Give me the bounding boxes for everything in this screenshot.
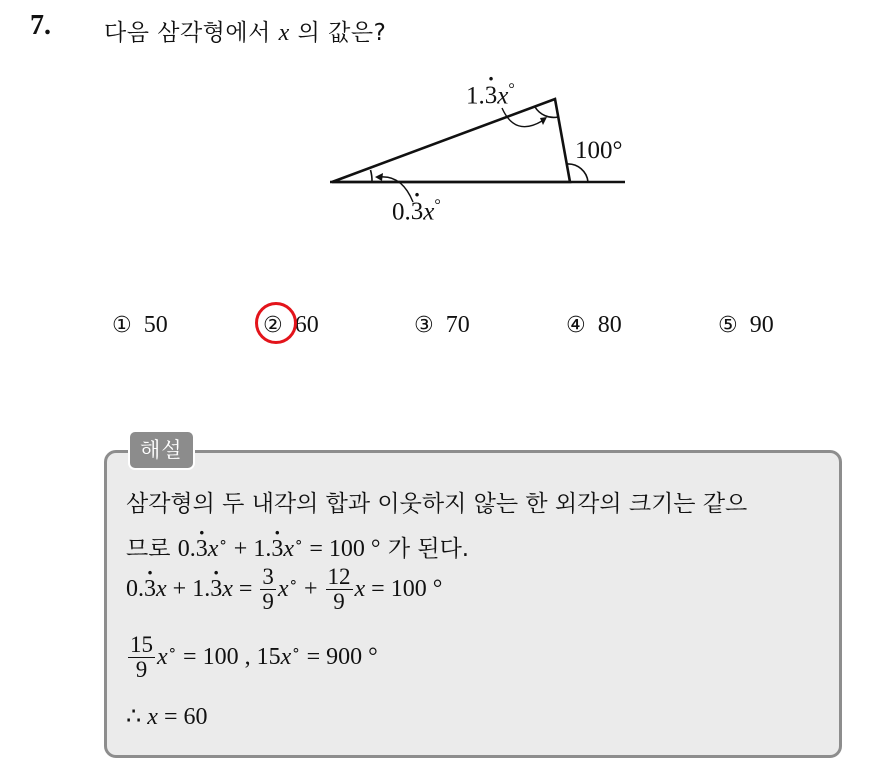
- answer-choices: [112, 312, 812, 352]
- choice-1[interactable]: ① 50: [112, 312, 168, 338]
- top-angle-arc: [535, 107, 558, 117]
- selected-circle-mark: [255, 302, 297, 344]
- fraction-3-9: $\frac{3}{9}$: [262, 564, 274, 615]
- left-angle-arc: [371, 170, 373, 182]
- solution-line-2: 므로 0.· 3x∘ + 1.· 3x∘ = 100 ° 가 된다.: [126, 530, 469, 563]
- question-number: 7.: [30, 10, 51, 41]
- left-arrow-head: [375, 173, 383, 181]
- solution-line-4: $\frac{15}{9}$ x∘ = 100 , 15x∘ = 900 °: [130, 632, 378, 683]
- triangle-shape: [332, 99, 570, 182]
- solution-line-5: ∴ x = 60: [126, 704, 208, 730]
- question-text: 다음 삼각형에서 x 의 값은?: [104, 20, 387, 46]
- fraction-15-9: $\frac{15}{9}$: [130, 632, 153, 683]
- solution-line-1: 삼각형의 두 내각의 합과 이웃하지 않는 한 외각의 크기는 같으: [126, 491, 748, 517]
- triangle-figure: [320, 75, 640, 235]
- solution-tag: 해설: [128, 430, 195, 470]
- choice-5[interactable]: ⑤ 90: [718, 312, 774, 338]
- fraction-12-9: $\frac{12}{9}$: [327, 564, 351, 615]
- choice-2[interactable]: ② 60: [263, 312, 319, 339]
- choice-4[interactable]: ④ 80: [566, 312, 622, 338]
- choice-3[interactable]: ③ 70: [414, 312, 470, 338]
- left-angle-label: 0.· 3x°: [392, 197, 441, 226]
- top-angle-label: 1.· 3x°: [466, 81, 515, 110]
- solution-line-3: 0.· 3x + 1.· 3x = $\frac{3}{9}$ x∘ + $\frac{12}{9}$ x = 100 °: [126, 565, 442, 614]
- exterior-angle-label: 100°: [575, 137, 623, 164]
